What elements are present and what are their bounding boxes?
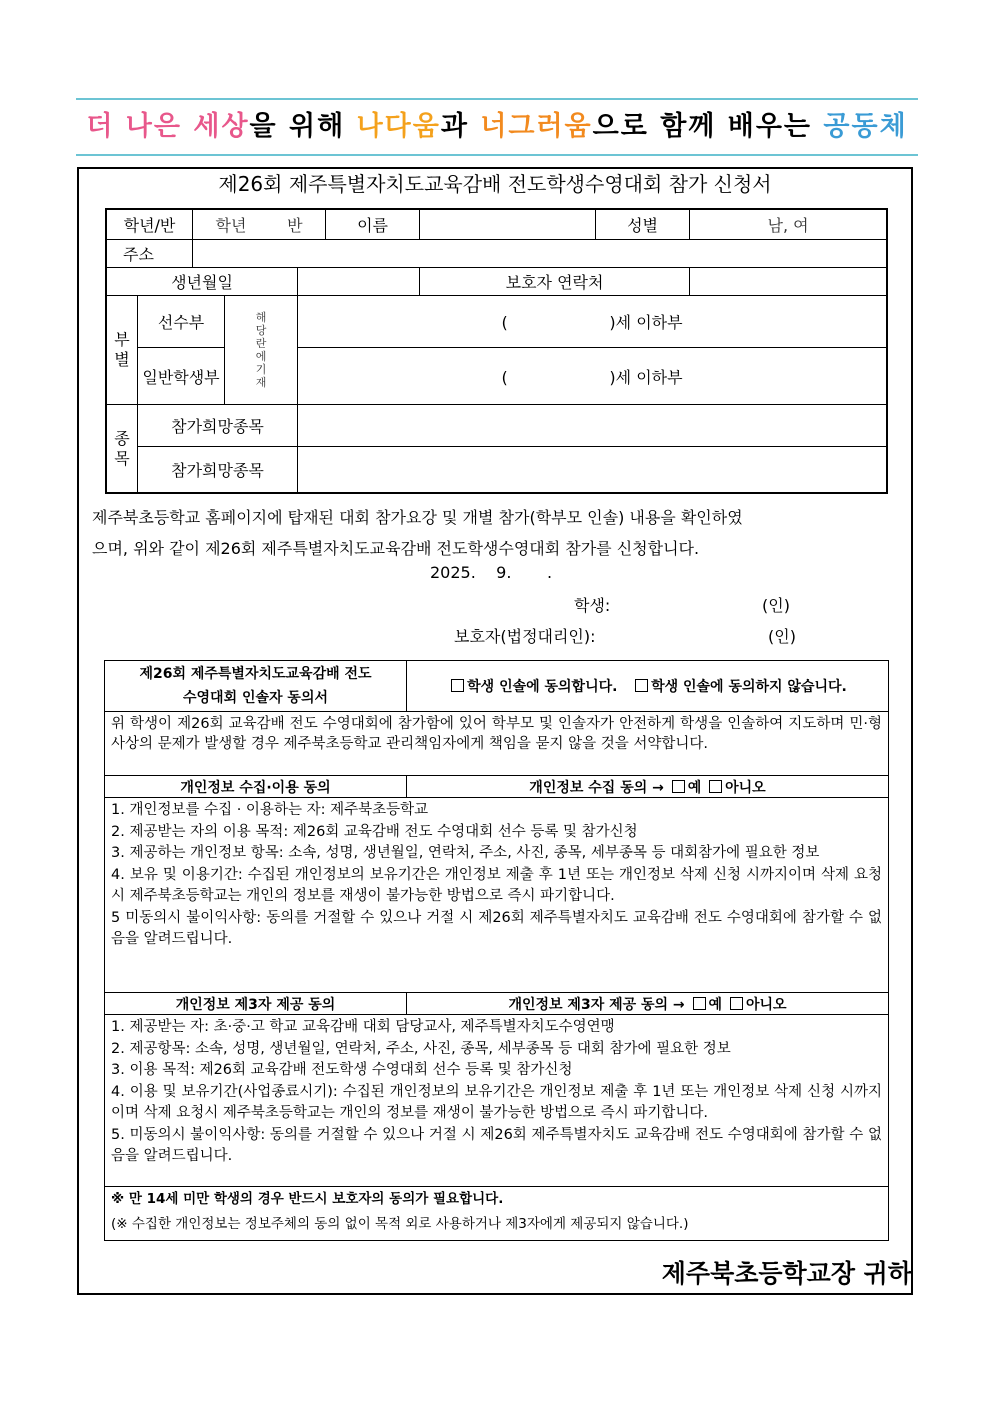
slogan-part: 공동체 [823, 111, 908, 142]
privacy-consent-items [105, 798, 889, 993]
privacy-yes-label: 예 [687, 779, 702, 796]
addressee: 제주북초등학교장 귀하 [661, 1259, 912, 1288]
escort-agree-checkbox[interactable] [451, 679, 464, 692]
slogan [76, 104, 918, 150]
third-party-consent-title: 개인정보 제3자 제공 동의 [105, 993, 407, 1015]
privacy-item: 2. 제공받는 자의 이용 목적: 제26회 교육감배 전도 수영대회 선수 등록 및 참가신청 [111, 823, 638, 840]
third-party-yes-checkbox[interactable] [693, 997, 706, 1010]
athlete-division-label: 선수부 [138, 296, 225, 348]
statement-line-1: 제주북초등학교 홈페이지에 탑재된 대회 참가요강 및 개별 참가(학부모 인솔) 내용을 확인하였 [92, 508, 743, 527]
applicant-table [106, 209, 887, 493]
guardian-seal[interactable]: (인) [768, 627, 796, 646]
event-row-1-field[interactable] [298, 405, 887, 447]
note-parental-consent: ※ 만 14세 미만 학생의 경우 반드시 보호자의 동의가 필요합니다. [111, 1191, 504, 1207]
event-row-1-label: 참가희망종목 [138, 405, 298, 447]
escort-consent-text: 위 학생이 제26회 교육감배 전도 수영대회에 참가함에 있어 학부모 및 인솔자가 안전하게 학생을 인솔하여 지도하며 민·형사상의 문제가 발생할 경우 제주북초등학교 관리책임자에게 책임을 묻지 않을 것을 서약합니다. [105, 712, 889, 776]
guardian-contact-field[interactable] [690, 268, 887, 296]
privacy-item: 3. 제공하는 개인정보 항목: 소속, 성명, 생년월일, 연락처, 주소, 사진, 종목, 세부종목 등 대회참가에 필요한 정보 [111, 845, 820, 861]
slogan-part: 너그러움 [480, 111, 593, 142]
escort-disagree-label: 학생 인솔에 동의하지 않습니다. [651, 679, 847, 695]
general-age-field[interactable]: ( )세 이하부 [298, 348, 887, 405]
application-date: 2025. 9. . [430, 563, 553, 582]
third-party-no-checkbox[interactable] [730, 997, 743, 1010]
third-party-item: 5. 미동의시 불이익사항: 동의를 거절할 수 있으나 거절 시 제26회 제주특별자치도 교육감배 전도 수영대회에 참가할 수 없음을 알려드립니다. [111, 1126, 882, 1164]
slogan-part: 나다움 [356, 111, 441, 142]
privacy-no-checkbox[interactable] [709, 780, 722, 793]
privacy-item: 5 미동의시 불이익사항: 동의를 거절할 수 있으나 거절 시 제26회 제주특별자치도 교육감배 전도 수영대회에 참가할 수 없음을 알려드립니다. [111, 909, 882, 947]
slogan-part: 과 [440, 111, 481, 142]
address-field[interactable] [193, 240, 887, 268]
form-title: 제26회 제주특별자치도교육감배 전도학생수영대회 참가 신청서 [218, 172, 772, 196]
slogan-part: 을 위해 [249, 111, 357, 142]
slogan-top-line [76, 98, 918, 100]
escort-consent-title: 제26회 제주특별자치도교육감배 전도 수영대회 인솔자 동의서 [105, 661, 407, 712]
gender-label: 성별 [596, 210, 690, 240]
third-party-yes-label: 예 [708, 996, 723, 1013]
statement-line-2: 으며, 위와 같이 제26회 제주특별자치도교육감배 전도학생수영대회 참가를 신청합니다. [92, 539, 700, 558]
third-party-item: 2. 제공항목: 소속, 성명, 생년월일, 연락처, 주소, 사진, 종목, 세부종목 등 대회 참가에 필요한 정보 [111, 1040, 731, 1057]
fill-note: 해 당 란 에 기 재 [225, 296, 298, 405]
privacy-item: 1. 개인정보를 수집 · 이용하는 자: 제주북초등학교 [111, 802, 429, 818]
privacy-consent-title: 개인정보 수집·이용 동의 [105, 776, 407, 798]
third-party-item: 1. 제공받는 자: 초·중·고 학교 교육감배 대회 담당교사, 제주특별자치도수영연맹 [111, 1019, 615, 1035]
third-party-consent-options [407, 993, 889, 1015]
student-seal[interactable]: (인) [762, 596, 790, 615]
third-party-no-label: 아니오 [745, 996, 787, 1013]
student-label: 학생: [574, 596, 611, 615]
escort-disagree-checkbox[interactable] [635, 679, 648, 692]
birth-label: 생년월일 [107, 268, 298, 296]
slogan-bottom-line [76, 154, 918, 156]
event-label: 종 목 [107, 405, 138, 493]
consent-table [104, 660, 889, 1241]
escort-consent-options [407, 661, 889, 712]
third-party-item: 4. 이용 및 보유기간(사업종료시기): 수집된 개인정보의 보유기간은 개인정보 제출 후 1년 또는 개인정보 삭제 신청 시까지이며 삭제 요청시 제주북초등학교는 개인의 정보를 재생이 불가능한 방법으로 즉시 파기합니다. [111, 1083, 882, 1121]
slogan-part: 더 나은 세상 [86, 111, 250, 142]
notes [105, 1187, 889, 1241]
gender-field[interactable]: 남, 여 [690, 210, 887, 240]
privacy-question: 개인정보 수집 동의 → [529, 779, 664, 796]
third-party-consent-items [105, 1015, 889, 1187]
name-label: 이름 [326, 210, 420, 240]
grade-class-label: 학년/반 [107, 210, 193, 240]
privacy-yes-checkbox[interactable] [672, 780, 685, 793]
guardian-contact-label: 보호자 연락처 [420, 268, 690, 296]
event-row-2-label: 참가희망종목 [138, 447, 298, 493]
name-field[interactable] [420, 210, 596, 240]
privacy-item: 4. 보유 및 이용기간: 수집된 개인정보의 보유기간은 개인정보 제출 후 1년 또는 개인정보 삭제 신청 시까지이며 삭제 요청시 제주북초등학교는 개인의 정보를 재생이 불가능한 방법으로 즉시 파기합니다. [111, 866, 882, 904]
address-label: 주소 [107, 240, 193, 268]
third-party-question: 개인정보 제3자 제공 동의 → [508, 996, 685, 1013]
privacy-consent-options [407, 776, 889, 798]
grade-class-field[interactable]: 학년 반 [193, 210, 326, 240]
division-label: 부 별 [107, 296, 138, 405]
guardian-label: 보호자(법정대리인): [454, 627, 596, 646]
note-data-usage: (※ 수집한 개인정보는 정보주체의 동의 없이 목적 외로 사용하거나 제3자에게 제공되지 않습니다.) [111, 1216, 689, 1232]
general-division-label: 일반학생부 [138, 348, 225, 405]
birth-field[interactable] [298, 268, 420, 296]
escort-agree-label: 학생 인솔에 동의합니다. [467, 679, 618, 695]
event-row-2-field[interactable] [298, 447, 887, 493]
slogan-part: 으로 함께 배우는 [592, 111, 824, 142]
privacy-no-label: 아니오 [725, 779, 766, 796]
third-party-item: 3. 이용 목적: 제26회 교육감배 전도학생 수영대회 선수 등록 및 참가신청 [111, 1062, 573, 1078]
athlete-age-field[interactable]: ( )세 이하부 [298, 296, 887, 348]
